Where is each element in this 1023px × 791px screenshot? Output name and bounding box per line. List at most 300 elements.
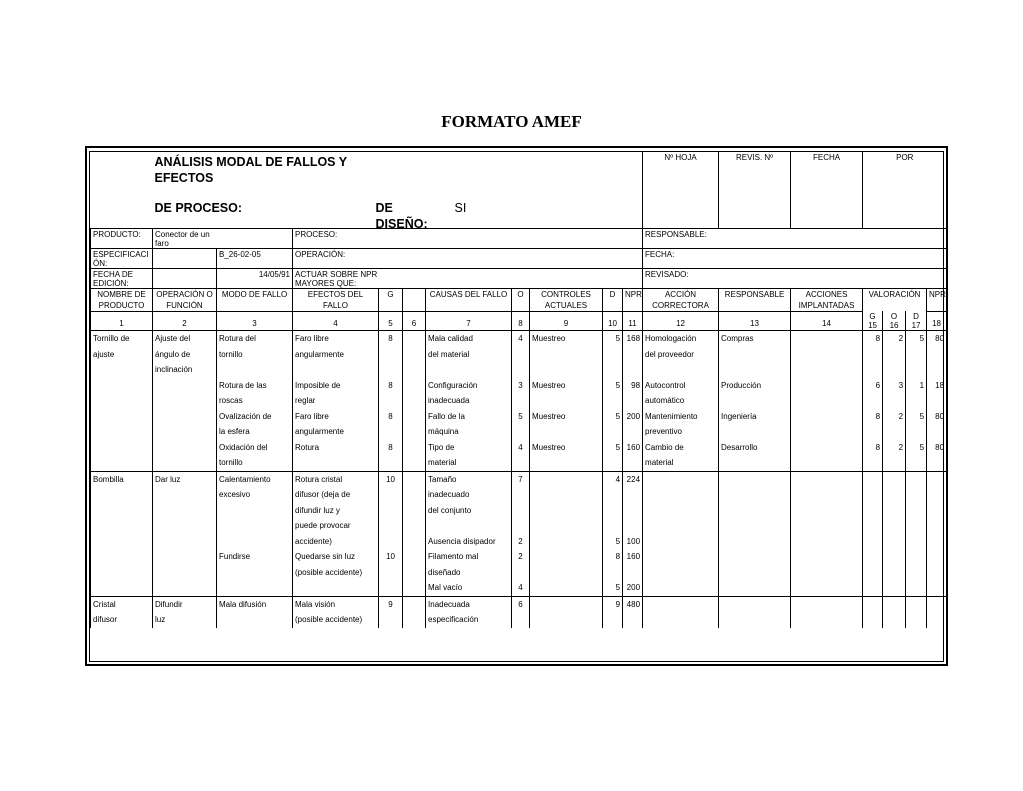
table-cell <box>403 596 426 612</box>
table-cell <box>927 565 947 581</box>
table-cell <box>791 596 863 612</box>
table-cell <box>863 549 883 565</box>
table-cell <box>643 580 719 596</box>
table-cell <box>863 580 883 596</box>
table-cell <box>512 565 530 581</box>
table-cell <box>293 362 379 378</box>
table-cell <box>603 424 623 440</box>
table-cell <box>603 455 623 471</box>
table-cell <box>906 424 927 440</box>
table-cell <box>379 487 403 503</box>
table-row <box>91 393 947 409</box>
table-cell: Filamento mal <box>426 549 512 565</box>
table-cell: tornillo <box>217 455 293 471</box>
fecha-ed-value: 14/05/91 <box>217 268 293 288</box>
table-cell <box>153 393 217 409</box>
table-cell: 6 <box>512 596 530 612</box>
amef-sheet <box>85 146 948 666</box>
table-cell <box>719 487 791 503</box>
table-cell <box>153 565 217 581</box>
table-cell: angularmente <box>293 424 379 440</box>
de-diseno-label-1: DE <box>375 201 393 215</box>
col-acciones-implantadas: ACCIONES IMPLANTADAS <box>791 288 863 311</box>
table-cell <box>403 534 426 550</box>
table-cell: Mantenimiento <box>643 409 719 425</box>
table-cell <box>153 580 217 596</box>
table-cell <box>883 580 906 596</box>
col-num-10: 10 <box>603 311 623 331</box>
table-cell: 160 <box>623 440 643 456</box>
table-cell <box>530 596 603 612</box>
table-cell <box>719 518 791 534</box>
table-cell <box>719 549 791 565</box>
table-cell <box>217 534 293 550</box>
table-cell <box>863 455 883 471</box>
table-cell <box>512 518 530 534</box>
table-cell <box>293 580 379 596</box>
table-cell: 4 <box>603 471 623 487</box>
table-row <box>91 565 947 581</box>
table-cell: 5 <box>603 409 623 425</box>
table-cell <box>623 612 643 628</box>
table-cell <box>512 503 530 519</box>
table-cell: Muestreo <box>530 409 603 425</box>
table-cell <box>91 565 153 581</box>
table-cell: 6 <box>863 378 883 394</box>
table-cell: Tipo de <box>426 440 512 456</box>
col-num-17: 17 <box>911 321 921 330</box>
table-cell <box>403 518 426 534</box>
table-cell <box>530 565 603 581</box>
table-cell: 80 <box>927 331 947 347</box>
table-cell: 2 <box>883 440 906 456</box>
table-cell: 9 <box>603 596 623 612</box>
col-num-2: 2 <box>153 311 217 331</box>
table-cell: 5 <box>512 409 530 425</box>
table-cell <box>643 596 719 612</box>
table-cell <box>791 331 863 347</box>
table-cell <box>91 549 153 565</box>
table-cell <box>379 612 403 628</box>
table-cell <box>153 534 217 550</box>
table-cell: excesivo <box>217 487 293 503</box>
amef-table <box>90 152 947 628</box>
table-cell <box>791 440 863 456</box>
table-cell: Dar luz <box>153 471 217 487</box>
table-cell: puede provocar <box>293 518 379 534</box>
table-cell <box>791 378 863 394</box>
table-cell <box>379 424 403 440</box>
table-cell <box>719 471 791 487</box>
table-cell: Ausencia disipador <box>426 534 512 550</box>
table-row <box>91 424 947 440</box>
table-row <box>91 331 947 347</box>
table-cell: material <box>426 455 512 471</box>
table-cell: 224 <box>623 471 643 487</box>
table-cell: 160 <box>623 549 643 565</box>
table-cell <box>791 612 863 628</box>
table-cell <box>623 393 643 409</box>
table-cell <box>883 549 906 565</box>
table-row <box>91 612 947 628</box>
table-cell <box>623 565 643 581</box>
table-cell: 5 <box>906 331 927 347</box>
table-cell <box>791 455 863 471</box>
table-cell: Mal vacío <box>426 580 512 596</box>
table-cell <box>217 362 293 378</box>
de-proceso-label: DE PROCESO: <box>154 201 243 215</box>
table-cell <box>906 612 927 628</box>
table-cell <box>883 471 906 487</box>
producto-label: PRODUCTO: <box>91 228 153 248</box>
col-valoracion: VALORACIÓN <box>863 288 927 311</box>
table-cell: 8 <box>603 549 623 565</box>
col-responsable: RESPONSABLE <box>719 288 791 311</box>
table-cell <box>927 347 947 363</box>
table-cell <box>791 565 863 581</box>
responsable-label: RESPONSABLE: <box>643 228 947 248</box>
table-cell <box>530 471 603 487</box>
table-cell <box>643 565 719 581</box>
table-cell <box>791 503 863 519</box>
table-cell <box>403 487 426 503</box>
table-cell <box>530 580 603 596</box>
table-cell <box>906 596 927 612</box>
info-row-edicion <box>91 268 947 288</box>
table-cell: Mala difusión <box>217 596 293 612</box>
fecha-ed-label-1: FECHA DE <box>93 269 134 279</box>
table-cell: roscas <box>217 393 293 409</box>
table-cell <box>906 534 927 550</box>
actuar-label-2: MAYORES QUE: <box>295 278 357 288</box>
table-cell: Quedarse sin luz <box>293 549 379 565</box>
table-cell: 3 <box>883 378 906 394</box>
table-cell <box>883 487 906 503</box>
table-cell: Desarrollo <box>719 440 791 456</box>
producto-value-1: Conector de un <box>155 229 210 239</box>
column-header-row <box>91 288 947 311</box>
table-cell: Rotura <box>293 440 379 456</box>
table-cell <box>530 534 603 550</box>
table-cell <box>719 362 791 378</box>
table-cell <box>153 487 217 503</box>
table-cell <box>906 565 927 581</box>
table-cell: difusor (deja de <box>293 487 379 503</box>
table-cell <box>512 424 530 440</box>
table-cell <box>719 612 791 628</box>
table-cell <box>379 347 403 363</box>
table-cell: 4 <box>512 331 530 347</box>
table-cell <box>719 565 791 581</box>
table-cell <box>403 362 426 378</box>
col-nombre-producto: NOMBRE DE PRODUCTO <box>91 288 153 311</box>
table-cell <box>530 424 603 440</box>
table-cell <box>379 580 403 596</box>
col-efectos: EFECTOS DEL FALLO <box>293 288 379 311</box>
table-cell: 2 <box>512 549 530 565</box>
table-cell: Homologación <box>643 331 719 347</box>
table-cell <box>217 503 293 519</box>
col-num-11: 11 <box>623 311 643 331</box>
table-row <box>91 596 947 612</box>
table-cell: 8 <box>379 331 403 347</box>
table-cell: diseñado <box>426 565 512 581</box>
table-cell <box>863 393 883 409</box>
table-cell <box>426 362 512 378</box>
form-title-line2: EFECTOS <box>154 171 214 185</box>
table-cell <box>91 378 153 394</box>
table-cell <box>623 487 643 503</box>
table-cell <box>153 549 217 565</box>
table-cell <box>863 565 883 581</box>
table-cell <box>791 487 863 503</box>
table-cell <box>927 503 947 519</box>
table-cell: Imposible de <box>293 378 379 394</box>
table-cell <box>643 612 719 628</box>
table-cell <box>512 487 530 503</box>
table-cell: Cambio de <box>643 440 719 456</box>
table-cell: 4 <box>512 440 530 456</box>
table-cell: 200 <box>623 580 643 596</box>
table-cell: Muestreo <box>530 440 603 456</box>
producto-value-2: faro <box>155 238 169 248</box>
table-cell <box>719 347 791 363</box>
table-cell <box>91 503 153 519</box>
table-cell <box>906 487 927 503</box>
table-cell <box>643 534 719 550</box>
table-cell <box>91 518 153 534</box>
table-cell <box>883 565 906 581</box>
col-causas: CAUSAS DEL FALLO <box>426 288 512 311</box>
table-cell <box>719 503 791 519</box>
table-cell <box>530 612 603 628</box>
table-cell: Mala calidad <box>426 331 512 347</box>
table-cell: 80 <box>927 409 947 425</box>
table-cell <box>883 503 906 519</box>
table-cell <box>91 440 153 456</box>
table-cell: 5 <box>906 440 927 456</box>
table-cell: 168 <box>623 331 643 347</box>
col-vd: D <box>913 312 919 321</box>
table-cell: 100 <box>623 534 643 550</box>
table-cell <box>623 424 643 440</box>
table-cell <box>403 471 426 487</box>
table-cell <box>906 549 927 565</box>
table-cell: 480 <box>623 596 643 612</box>
table-cell: Tornillo de <box>91 331 153 347</box>
table-cell <box>91 409 153 425</box>
col-num-16: 16 <box>889 321 899 330</box>
table-cell: 8 <box>863 440 883 456</box>
col-npr-final: NPR <box>927 288 947 311</box>
table-cell <box>906 580 927 596</box>
col-num-6: 6 <box>403 311 426 331</box>
info-row-especificacion <box>91 248 947 268</box>
table-cell: (posible accidente) <box>293 565 379 581</box>
table-cell: Calentamiento <box>217 471 293 487</box>
table-cell <box>883 424 906 440</box>
table-cell: 8 <box>379 440 403 456</box>
amef-body <box>91 331 947 628</box>
table-cell <box>217 518 293 534</box>
table-cell: preventivo <box>643 424 719 440</box>
table-cell: Fundirse <box>217 549 293 565</box>
table-cell <box>512 612 530 628</box>
table-cell <box>927 549 947 565</box>
table-cell <box>791 518 863 534</box>
table-cell <box>530 362 603 378</box>
table-cell <box>791 362 863 378</box>
proceso-label: PROCESO: <box>293 228 643 248</box>
table-cell <box>530 518 603 534</box>
por-label: POR <box>863 152 947 228</box>
table-cell <box>530 393 603 409</box>
col-num-7: 7 <box>426 311 512 331</box>
table-cell <box>906 455 927 471</box>
table-cell: 5 <box>906 409 927 425</box>
table-cell: (posible accidente) <box>293 612 379 628</box>
table-cell <box>91 424 153 440</box>
table-cell <box>379 565 403 581</box>
table-cell: 4 <box>512 580 530 596</box>
table-cell <box>863 503 883 519</box>
table-cell <box>91 580 153 596</box>
table-cell <box>403 347 426 363</box>
especif-label-2: ÓN: <box>93 258 108 268</box>
table-cell: inadecuada <box>426 393 512 409</box>
actuar-label-1: ACTUAR SOBRE NPR <box>295 269 378 279</box>
table-cell <box>863 534 883 550</box>
table-cell <box>153 409 217 425</box>
col-num-4: 4 <box>293 311 379 331</box>
table-cell: Oxidación del <box>217 440 293 456</box>
table-cell: material <box>643 455 719 471</box>
table-cell <box>403 580 426 596</box>
fecha-header-label: FECHA <box>791 152 863 228</box>
table-cell <box>512 362 530 378</box>
table-row <box>91 455 947 471</box>
col-num-14: 14 <box>791 311 863 331</box>
table-cell <box>623 503 643 519</box>
table-cell: automático <box>643 393 719 409</box>
table-cell: Tamaño <box>426 471 512 487</box>
col-num-9: 9 <box>530 311 603 331</box>
table-cell <box>883 518 906 534</box>
table-cell <box>927 393 947 409</box>
table-cell: 2 <box>512 534 530 550</box>
column-number-row <box>91 311 947 331</box>
table-cell: 2 <box>883 331 906 347</box>
table-cell <box>791 534 863 550</box>
table-cell <box>791 580 863 596</box>
table-cell: ángulo de <box>153 347 217 363</box>
table-cell <box>512 347 530 363</box>
especif-value: B_26-02-05 <box>217 248 293 268</box>
table-cell <box>906 503 927 519</box>
table-cell <box>719 455 791 471</box>
table-cell: Producción <box>719 378 791 394</box>
table-cell <box>927 518 947 534</box>
table-cell <box>643 503 719 519</box>
table-cell <box>153 518 217 534</box>
table-cell: difundir luz y <box>293 503 379 519</box>
table-cell: 5 <box>603 378 623 394</box>
col-vo: O <box>890 312 898 321</box>
revisado-label: REVISADO: <box>643 268 947 288</box>
col-num-13: 13 <box>719 311 791 331</box>
especif-label-1: ESPECIFICACI <box>93 249 149 259</box>
table-cell: del material <box>426 347 512 363</box>
table-cell: Faro libre <box>293 409 379 425</box>
table-cell <box>403 455 426 471</box>
table-cell <box>403 393 426 409</box>
table-cell <box>863 471 883 487</box>
table-cell <box>791 347 863 363</box>
table-cell <box>927 424 947 440</box>
col-num-3: 3 <box>217 311 293 331</box>
table-cell <box>623 455 643 471</box>
table-cell <box>863 362 883 378</box>
form-title-line1: ANÁLISIS MODAL DE FALLOS Y <box>154 155 348 169</box>
table-cell <box>906 393 927 409</box>
table-cell <box>791 549 863 565</box>
col-num-18: 18 <box>927 311 947 331</box>
table-cell: Mala visión <box>293 596 379 612</box>
table-cell <box>91 362 153 378</box>
table-cell <box>403 409 426 425</box>
table-cell <box>403 565 426 581</box>
table-cell <box>643 549 719 565</box>
table-cell <box>719 393 791 409</box>
table-cell <box>512 455 530 471</box>
col-num-5: 5 <box>379 311 403 331</box>
table-cell <box>379 393 403 409</box>
de-diseno-label-2: DISEÑO: <box>375 217 428 231</box>
table-cell <box>512 393 530 409</box>
table-cell: Configuración <box>426 378 512 394</box>
table-cell <box>217 612 293 628</box>
table-cell <box>719 424 791 440</box>
table-cell: 5 <box>603 331 623 347</box>
table-cell <box>883 362 906 378</box>
table-cell <box>379 503 403 519</box>
table-cell <box>91 393 153 409</box>
document-title: FORMATO AMEF <box>441 112 582 131</box>
table-cell <box>91 487 153 503</box>
table-cell <box>379 362 403 378</box>
header-block <box>91 152 947 228</box>
col-npr: NPR <box>623 288 643 311</box>
table-cell <box>906 471 927 487</box>
table-cell: del conjunto <box>426 503 512 519</box>
table-cell <box>403 612 426 628</box>
table-cell <box>530 347 603 363</box>
table-cell: Ingeniería <box>719 409 791 425</box>
table-row <box>91 362 947 378</box>
table-cell <box>927 471 947 487</box>
table-cell <box>863 347 883 363</box>
table-cell: Muestreo <box>530 378 603 394</box>
table-cell: Autocontrol <box>643 378 719 394</box>
col-operacion: OPERACIÓN O FUNCIÓN <box>153 288 217 311</box>
table-cell <box>379 518 403 534</box>
table-cell <box>153 440 217 456</box>
table-cell: Rotura del <box>217 331 293 347</box>
table-cell: inadecuado <box>426 487 512 503</box>
table-cell <box>293 455 379 471</box>
table-cell <box>927 534 947 550</box>
table-cell <box>883 347 906 363</box>
